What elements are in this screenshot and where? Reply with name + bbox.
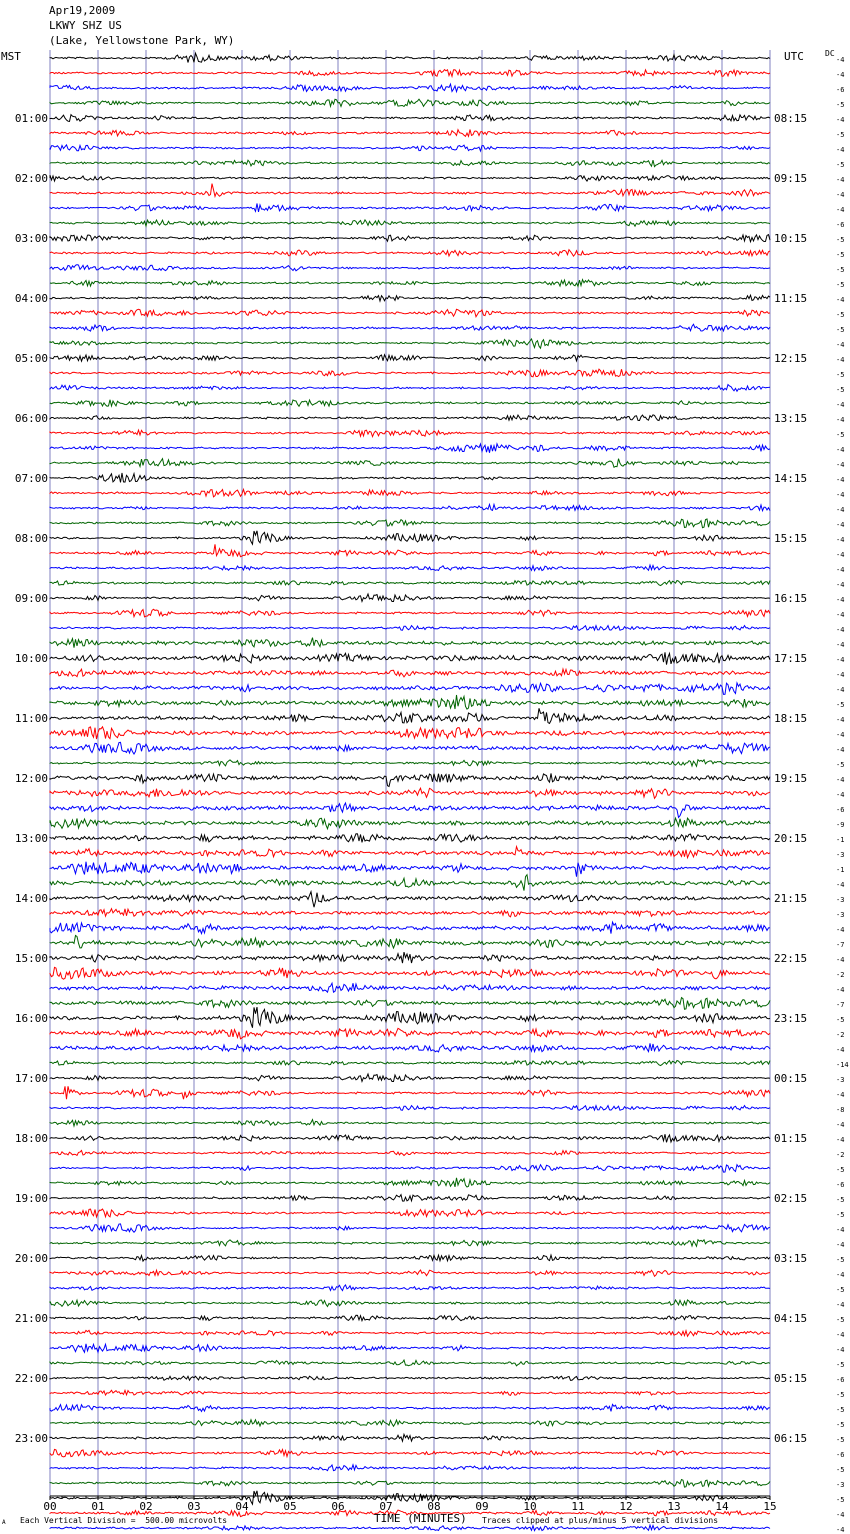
- dc-offset-label-39: -4: [836, 641, 845, 649]
- dc-offset-label-24: -4: [836, 416, 845, 424]
- seismic-trace-49: [50, 788, 770, 798]
- seismic-trace-76: [50, 1195, 770, 1202]
- dc-offset-label-43: -5: [836, 701, 845, 709]
- x-tick-label-02: 02: [139, 1500, 153, 1513]
- seismic-trace-37: [50, 609, 770, 617]
- seismic-trace-24: [50, 415, 770, 421]
- dc-offset-label-72: -4: [836, 1136, 845, 1144]
- dc-offset-label-79: -4: [836, 1241, 845, 1249]
- left-hour-label-1600: 16:00: [14, 1012, 48, 1025]
- dc-offset-label-60: -4: [836, 956, 845, 964]
- left-hour-label-1800: 18:00: [14, 1132, 48, 1145]
- dc-offset-label-94: -5: [836, 1466, 845, 1474]
- seismic-trace-51: [50, 818, 770, 829]
- seismic-trace-68: [50, 1074, 770, 1082]
- left-hour-label-1700: 17:00: [14, 1072, 48, 1085]
- right-hour-label-0615: 06:15: [774, 1432, 808, 1445]
- dc-offset-label-85: -4: [836, 1331, 845, 1339]
- seismic-trace-91: [50, 1420, 770, 1427]
- seismic-trace-38: [50, 626, 770, 631]
- left-hour-label-0700: 07:00: [14, 472, 48, 485]
- dc-offset-label-3: -5: [836, 101, 845, 109]
- left-hour-label-1000: 10:00: [14, 652, 48, 665]
- seismic-trace-58: [50, 922, 770, 934]
- dc-offset-label-40: -4: [836, 656, 845, 664]
- seismic-trace-74: [50, 1165, 770, 1172]
- seismic-trace-73: [50, 1151, 770, 1156]
- left-hour-label-1300: 13:00: [14, 832, 48, 845]
- seismic-trace-16: [50, 295, 770, 301]
- dc-offset-label-34: -4: [836, 566, 845, 574]
- dc-offset-label-31: -4: [836, 521, 845, 529]
- seismic-trace-65: [50, 1028, 770, 1039]
- dc-offset-label-80: -5: [836, 1256, 845, 1264]
- left-hour-label-2000: 20:00: [14, 1252, 48, 1265]
- seismic-trace-75: [50, 1178, 770, 1187]
- seismic-trace-1: [50, 70, 770, 77]
- seismic-trace-66: [50, 1043, 770, 1052]
- seismic-trace-31: [50, 519, 770, 528]
- x-tick-label-04: 04: [235, 1500, 249, 1513]
- seismic-trace-86: [50, 1344, 770, 1353]
- x-tick-label-00: 00: [43, 1500, 57, 1513]
- x-tick-label-01: 01: [91, 1500, 105, 1513]
- dc-offset-label-59: -7: [836, 941, 845, 949]
- right-hour-label-1415: 14:15: [774, 472, 808, 485]
- dc-offset-label-30: -4: [836, 506, 845, 514]
- dc-offset-label-91: -5: [836, 1421, 845, 1429]
- x-tick-label-03: 03: [187, 1500, 201, 1513]
- dc-offset-label-14: -5: [836, 266, 845, 274]
- x-tick-label-07: 07: [379, 1500, 393, 1513]
- right-hour-label-0915: 09:15: [774, 172, 808, 185]
- dc-offset-label-55: -4: [836, 881, 845, 889]
- dc-offset-label-48: -4: [836, 776, 845, 784]
- seismic-trace-72: [50, 1134, 770, 1142]
- seismic-trace-33: [50, 544, 770, 556]
- dc-offset-label-6: -4: [836, 146, 845, 154]
- dc-offset-label-42: -4: [836, 686, 845, 694]
- dc-offset-label-5: -5: [836, 131, 845, 139]
- seismic-trace-4: [50, 115, 770, 122]
- seismic-trace-22: [50, 385, 770, 392]
- seismic-trace-12: [50, 235, 770, 242]
- header-date: Apr19,2009: [49, 4, 116, 17]
- seismic-trace-50: [50, 803, 770, 817]
- dc-offset-label-62: -4: [836, 986, 845, 994]
- dc-offset-label-36: -4: [836, 596, 845, 604]
- dc-offset-label-1: -4: [836, 71, 845, 79]
- right-hour-label-1615: 16:15: [774, 592, 808, 605]
- dc-offset-label-44: -4: [836, 716, 845, 724]
- x-tick-label-10: 10: [523, 1500, 537, 1513]
- seismic-trace-80: [50, 1255, 770, 1261]
- right-hour-label-2115: 21:15: [774, 892, 808, 905]
- seismic-trace-42: [50, 683, 770, 695]
- seismic-trace-40: [50, 652, 770, 664]
- x-tick-label-15: 15: [763, 1500, 777, 1513]
- dc-offset-label-50: -6: [836, 806, 845, 814]
- seismic-trace-92: [50, 1434, 770, 1441]
- right-hour-label-0515: 05:15: [774, 1372, 808, 1385]
- dc-offset-label-87: -5: [836, 1361, 845, 1369]
- seismic-trace-15: [50, 280, 770, 287]
- seismic-trace-47: [50, 760, 770, 767]
- dc-offset-label-68: -3: [836, 1076, 845, 1084]
- left-hour-label-0900: 09:00: [14, 592, 48, 605]
- x-tick-label-11: 11: [571, 1500, 585, 1513]
- x-tick-label-06: 06: [331, 1500, 345, 1513]
- left-hour-label-1200: 12:00: [14, 772, 48, 785]
- seismic-trace-21: [50, 369, 770, 377]
- dc-offset-label-49: -4: [836, 791, 845, 799]
- dc-offset-label-22: -5: [836, 386, 845, 394]
- dc-offset-label-66: -4: [836, 1046, 845, 1054]
- dc-offset-label-61: -2: [836, 971, 845, 979]
- dc-offset-label-69: -4: [836, 1091, 845, 1099]
- right-hour-label-0315: 03:15: [774, 1252, 808, 1265]
- left-hour-label-1100: 11:00: [14, 712, 48, 725]
- dc-offset-label-89: -5: [836, 1391, 845, 1399]
- seismic-trace-82: [50, 1285, 770, 1291]
- left-timezone-label: MST: [1, 50, 21, 63]
- dc-label: DC: [825, 49, 835, 58]
- dc-offset-label-13: -5: [836, 251, 845, 259]
- seismic-trace-10: [50, 204, 770, 212]
- dc-offset-label-57: -3: [836, 911, 845, 919]
- x-axis-title: TIME (MINUTES): [374, 1512, 467, 1525]
- dc-offset-label-76: -5: [836, 1196, 845, 1204]
- dc-offset-label-93: -6: [836, 1451, 845, 1459]
- seismic-trace-59: [50, 936, 770, 949]
- left-hour-label-0500: 05:00: [14, 352, 48, 365]
- left-hour-label-1500: 15:00: [14, 952, 48, 965]
- right-hour-label-0015: 00:15: [774, 1072, 808, 1085]
- seismic-trace-26: [50, 444, 770, 453]
- dc-offset-label-73: -2: [836, 1151, 845, 1159]
- right-hour-label-0215: 02:15: [774, 1192, 808, 1205]
- header-location: (Lake, Yellowstone Park, WY): [49, 34, 235, 47]
- seismic-trace-67: [50, 1061, 770, 1066]
- clip-note: Traces clipped at plus/minus 5 vertical divisions: [482, 1516, 719, 1525]
- dc-offset-label-7: -5: [836, 161, 845, 169]
- left-hour-label-1400: 14:00: [14, 892, 48, 905]
- seismic-trace-62: [50, 983, 770, 992]
- dc-offset-label-33: -4: [836, 551, 845, 559]
- dc-offset-label-51: -9: [836, 821, 845, 829]
- dc-offset-label-32: -4: [836, 536, 845, 544]
- right-hour-label-2215: 22:15: [774, 952, 808, 965]
- left-hour-label-2100: 21:00: [14, 1312, 48, 1325]
- x-tick-label-08: 08: [427, 1500, 441, 1513]
- seismic-trace-90: [50, 1404, 770, 1411]
- dc-offset-label-96: -5: [836, 1496, 845, 1504]
- dc-offset-label-15: -5: [836, 281, 845, 289]
- right-hour-label-2015: 20:15: [774, 832, 808, 845]
- seismic-trace-94: [50, 1465, 770, 1471]
- left-hour-label-1900: 19:00: [14, 1192, 48, 1205]
- dc-offset-label-64: -5: [836, 1016, 845, 1024]
- right-hour-label-0815: 08:15: [774, 112, 808, 125]
- left-hour-label-2200: 22:00: [14, 1372, 48, 1385]
- seismic-trace-93: [50, 1449, 770, 1456]
- dc-offset-label-81: -4: [836, 1271, 845, 1279]
- seismic-trace-27: [50, 459, 770, 468]
- dc-offset-label-19: -4: [836, 341, 845, 349]
- dc-offset-label-38: -4: [836, 626, 845, 634]
- seismic-trace-8: [50, 175, 770, 181]
- seismic-trace-32: [50, 531, 770, 544]
- dc-offset-label-18: -5: [836, 326, 845, 334]
- seismic-trace-30: [50, 505, 770, 511]
- seismic-trace-56: [50, 892, 770, 908]
- dc-offset-label-90: -5: [836, 1406, 845, 1414]
- dc-offset-label-26: -4: [836, 446, 845, 454]
- dc-offset-label-27: -4: [836, 461, 845, 469]
- dc-offset-label-63: -7: [836, 1001, 845, 1009]
- seismic-trace-29: [50, 489, 770, 497]
- seismic-trace-41: [50, 669, 770, 677]
- seismic-trace-85: [50, 1330, 770, 1336]
- dc-offset-label-29: -4: [836, 491, 845, 499]
- right-hour-label-0115: 01:15: [774, 1132, 808, 1145]
- seismic-trace-35: [50, 581, 770, 586]
- dc-offset-label-21: -5: [836, 371, 845, 379]
- seismic-trace-81: [50, 1270, 770, 1276]
- seismic-trace-45: [50, 727, 770, 739]
- right-hour-label-1915: 19:15: [774, 772, 808, 785]
- left-hour-label-0100: 01:00: [14, 112, 48, 125]
- dc-offset-label-95: -3: [836, 1481, 845, 1489]
- left-hour-label-0800: 08:00: [14, 532, 48, 545]
- right-hour-label-2315: 23:15: [774, 1012, 808, 1025]
- right-hour-label-0415: 04:15: [774, 1312, 808, 1325]
- dc-offset-label-4: -4: [836, 116, 845, 124]
- seismic-trace-55: [50, 875, 770, 891]
- seismic-trace-25: [50, 430, 770, 437]
- seismic-trace-70: [50, 1106, 770, 1111]
- dc-offset-label-53: -3: [836, 851, 845, 859]
- dc-offset-label-75: -6: [836, 1181, 845, 1189]
- dc-offset-label-58: -4: [836, 926, 845, 934]
- dc-offset-label-71: -4: [836, 1121, 845, 1129]
- seismic-trace-3: [50, 99, 770, 106]
- dc-offset-label-77: -5: [836, 1211, 845, 1219]
- seismic-trace-89: [50, 1390, 770, 1395]
- seismic-trace-69: [50, 1086, 770, 1099]
- dc-offset-label-97: -4: [836, 1511, 845, 1519]
- dc-offset-label-9: -4: [836, 191, 845, 199]
- seismic-trace-48: [50, 773, 770, 786]
- seismic-trace-39: [50, 638, 770, 648]
- right-hour-label-1315: 13:15: [774, 412, 808, 425]
- right-hour-label-1715: 17:15: [774, 652, 808, 665]
- dc-offset-label-25: -5: [836, 431, 845, 439]
- dc-offset-label-74: -5: [836, 1166, 845, 1174]
- dc-offset-label-86: -4: [836, 1346, 845, 1354]
- seismic-trace-2: [50, 84, 770, 92]
- dc-offset-label-98: -4: [836, 1526, 845, 1534]
- seismic-trace-60: [50, 952, 770, 963]
- dc-offset-label-37: -4: [836, 611, 845, 619]
- dc-offset-label-52: -1: [836, 836, 845, 844]
- seismic-trace-52: [50, 834, 770, 843]
- dc-offset-label-88: -6: [836, 1376, 845, 1384]
- seismic-trace-18: [50, 324, 770, 331]
- right-hour-label-1815: 18:15: [774, 712, 808, 725]
- seismic-trace-23: [50, 400, 770, 407]
- seismic-trace-53: [50, 847, 770, 858]
- dc-offset-label-2: -6: [836, 86, 845, 94]
- x-tick-label-13: 13: [667, 1500, 681, 1513]
- seismic-trace-79: [50, 1240, 770, 1247]
- dc-offset-label-82: -5: [836, 1286, 845, 1294]
- seismic-trace-19: [50, 339, 770, 348]
- dc-offset-label-35: -4: [836, 581, 845, 589]
- dc-offset-label-70: -8: [836, 1106, 845, 1114]
- seismic-trace-61: [50, 967, 770, 979]
- seismic-trace-20: [50, 355, 770, 362]
- seismic-trace-13: [50, 250, 770, 256]
- seismic-trace-0: [50, 53, 770, 62]
- left-hour-label-0400: 04:00: [14, 292, 48, 305]
- seismic-trace-71: [50, 1120, 770, 1126]
- seismic-trace-57: [50, 909, 770, 917]
- seismic-trace-5: [50, 130, 770, 137]
- seismic-trace-95: [50, 1480, 770, 1488]
- seismic-trace-11: [50, 220, 770, 226]
- left-hour-label-0200: 02:00: [14, 172, 48, 185]
- seismic-trace-78: [50, 1224, 770, 1232]
- right-hour-label-1015: 10:15: [774, 232, 808, 245]
- seismic-trace-36: [50, 594, 770, 602]
- corner-mark: A: [2, 1519, 6, 1526]
- dc-offset-label-78: -4: [836, 1226, 845, 1234]
- seismic-trace-34: [50, 565, 770, 571]
- dc-offset-label-41: -4: [836, 671, 845, 679]
- right-hour-label-1115: 11:15: [774, 292, 808, 305]
- x-tick-label-14: 14: [715, 1500, 729, 1513]
- right-timezone-label: UTC: [784, 50, 804, 63]
- seismic-trace-44: [50, 708, 770, 723]
- right-hour-label-1215: 12:15: [774, 352, 808, 365]
- dc-offset-label-0: -4: [836, 56, 845, 64]
- dc-offset-label-8: -4: [836, 176, 845, 184]
- dc-offset-label-23: -4: [836, 401, 845, 409]
- seismic-trace-46: [50, 742, 770, 754]
- seismic-trace-43: [50, 695, 770, 709]
- dc-offset-label-17: -5: [836, 311, 845, 319]
- dc-offset-label-16: -4: [836, 296, 845, 304]
- dc-offset-label-67: -14: [836, 1061, 849, 1069]
- seismic-trace-87: [50, 1360, 770, 1366]
- header-station: LKWY SHZ US: [49, 19, 122, 32]
- dc-offset-label-47: -5: [836, 761, 845, 769]
- dc-offset-label-28: -4: [836, 476, 845, 484]
- seismic-trace-83: [50, 1300, 770, 1307]
- right-hour-label-1515: 15:15: [774, 532, 808, 545]
- left-hour-label-0300: 03:00: [14, 232, 48, 245]
- dc-offset-label-54: -1: [836, 866, 845, 874]
- seismic-trace-77: [50, 1209, 770, 1217]
- seismic-trace-64: [50, 1007, 770, 1028]
- seismic-trace-98: [50, 1525, 770, 1531]
- seismic-trace-88: [50, 1376, 770, 1380]
- seismic-trace-54: [50, 862, 770, 877]
- dc-offset-label-56: -3: [836, 896, 845, 904]
- dc-offset-label-83: -4: [836, 1301, 845, 1309]
- seismic-trace-7: [50, 160, 770, 167]
- dc-offset-label-10: -4: [836, 206, 845, 214]
- left-hour-label-0600: 06:00: [14, 412, 48, 425]
- seismic-trace-28: [50, 473, 770, 483]
- dc-offset-label-65: -2: [836, 1031, 845, 1039]
- x-tick-label-05: 05: [283, 1500, 297, 1513]
- dc-offset-label-92: -5: [836, 1436, 845, 1444]
- seismic-trace-9: [50, 184, 770, 197]
- scale-note: Each Vertical Division = 500.00 microvolts: [20, 1516, 228, 1525]
- seismic-trace-6: [50, 145, 770, 151]
- seismic-trace-84: [50, 1315, 770, 1320]
- dc-offset-label-84: -5: [836, 1316, 845, 1324]
- seismic-trace-17: [50, 309, 770, 316]
- dc-offset-label-46: -4: [836, 746, 845, 754]
- dc-offset-label-45: -4: [836, 731, 845, 739]
- x-tick-label-09: 09: [475, 1500, 489, 1513]
- seismic-trace-14: [50, 265, 770, 271]
- dc-offset-label-11: -6: [836, 221, 845, 229]
- seismic-trace-63: [50, 998, 770, 1010]
- left-hour-label-2300: 23:00: [14, 1432, 48, 1445]
- dc-offset-label-20: -4: [836, 356, 845, 364]
- dc-offset-label-12: -5: [836, 236, 845, 244]
- x-tick-label-12: 12: [619, 1500, 633, 1513]
